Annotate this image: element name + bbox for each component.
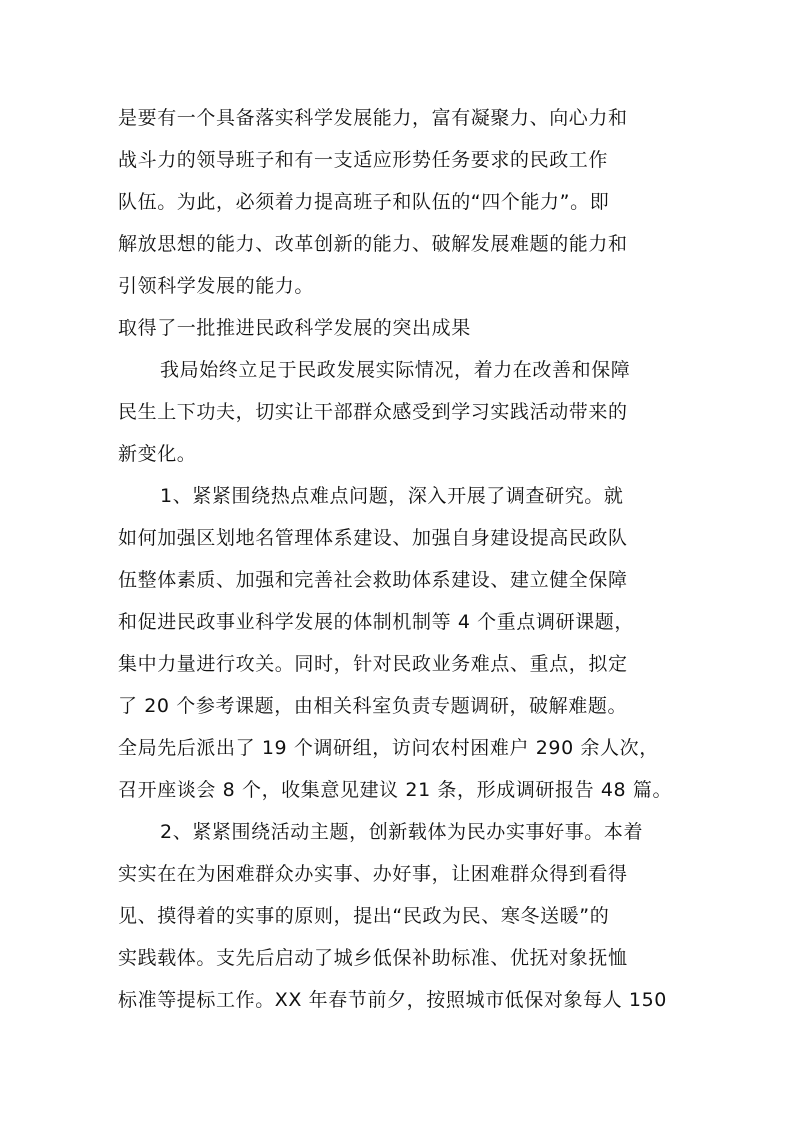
text-line: 新变化。 (118, 443, 197, 465)
text-line: 召开座谈会 8 个，收集意见建议 21 条，形成调研报告 48 篇。 (118, 779, 673, 801)
text-line: 和促进民政事业科学发展的体制机制等 4 个重点调研课题， (118, 611, 634, 633)
text-line: 伍整体素质、加强和完善社会救助体系建设、建立健全保障 (118, 569, 628, 591)
text-line: 战斗力的领导班子和有一支适应形势任务要求的民政工作 (118, 149, 609, 171)
section-heading: 取得了一批推进民政科学发展的突出成果 (118, 317, 471, 339)
text-line: 实实在在为困难群众办实事、办好事，让困难群众得到看得 (118, 863, 628, 885)
text-line: 引领科学发展的能力。 (118, 275, 315, 297)
text-line: 2、紧紧围绕活动主题，创新载体为民办实事好事。本着 (160, 821, 644, 843)
text-line: 实践载体。支先后启动了城乡低保补助标准、优抚对象抚恤 (118, 947, 628, 969)
text-line: 是要有一个具备落实科学发展能力，富有凝聚力、向心力和 (118, 107, 628, 129)
text-line: 了 20 个参考课题，由相关科室负责专题调研，破解难题。 (118, 695, 628, 717)
text-line: 民生上下功夫，切实让干部群众感受到学习实践活动带来的 (118, 401, 628, 423)
text-line: 1、紧紧围绕热点难点问题，深入开展了调查研究。就 (160, 485, 624, 507)
text-line: 如何加强区划地名管理体系建设、加强自身建设提高民政队 (118, 527, 628, 549)
text-line: 见、摸得着的实事的原则，提出“民政为民、寒冬送暖”的 (118, 905, 610, 927)
text-line: 我局始终立足于民政发展实际情况，着力在改善和保障 (160, 359, 631, 381)
text-line: 标准等提标工作。XX 年春节前夕，按照城市低保对象每人 150 (118, 989, 667, 1011)
text-line: 全局先后派出了 19 个调研组，访问农村困难户 290 余人次， (118, 737, 659, 759)
text-line: 集中力量进行攻关。同时，针对民政业务难点、重点，拟定 (118, 653, 628, 675)
text-line: 解放思想的能力、改革创新的能力、破解发展难题的能力和 (118, 233, 628, 255)
text-line: 队伍。为此，必须着力提高班子和队伍的“四个能力”。即 (118, 191, 610, 213)
